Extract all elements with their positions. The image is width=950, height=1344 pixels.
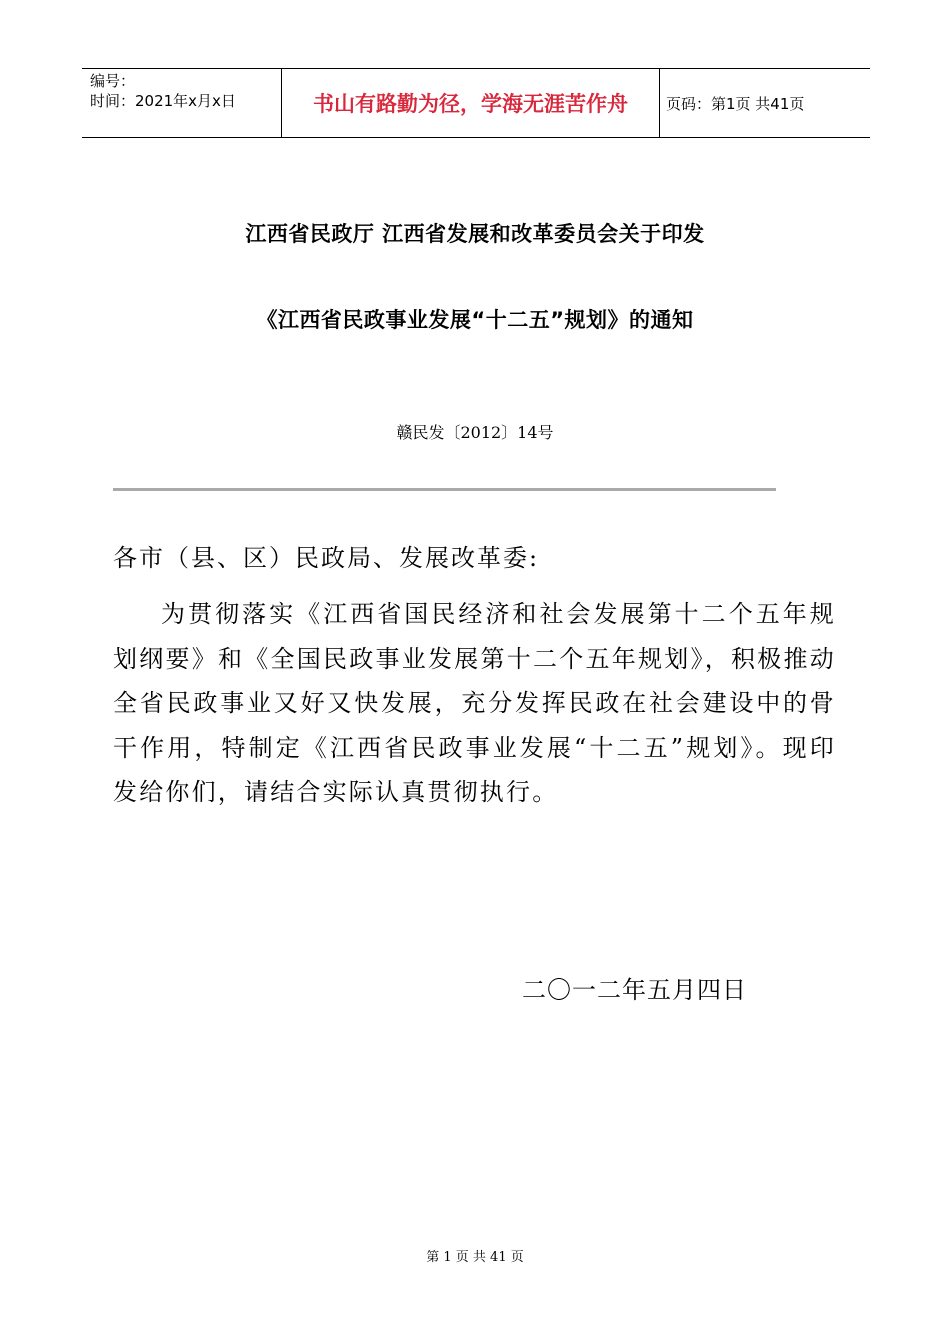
header-number-label: 编号： — [90, 72, 136, 90]
document-date: 二〇一二年五月四日 — [522, 976, 747, 1004]
document-title-line1: 江西省民政厅 江西省发展和改革委员会关于印发 — [245, 222, 705, 246]
header-motto: 书山有路勤为径，学海无涯苦作舟 — [282, 69, 660, 137]
divider-line — [113, 488, 776, 491]
document-title-line2: 《江西省民政事业发展“十二五”规划》的通知 — [256, 308, 694, 332]
footer-page-number: 第 1 页 共 41 页 — [426, 1250, 524, 1265]
header-page-info: 页码：第1页 共41页 — [666, 94, 805, 113]
document-number: 赣民发〔2012〕14号 — [396, 423, 554, 442]
addressee: 各市（县、区）民政局、发展改革委: — [113, 544, 540, 572]
header-table — [82, 68, 870, 138]
body-paragraph: 为贯彻落实《江西省国民经济和社会发展第十二个五年规划纲要》和《全国民政事业发展第十二个五年规划》，积极推动全省民政事业又好又快发展，充分发挥民政在社会建设中的骨干作用，特制定《江西省民政事业发展“十二五”规划》。现印发给你们，请结合实际认真贯彻执行。 — [113, 600, 836, 806]
header-time-label: 时间：2021年x月x日 — [90, 92, 236, 110]
header-meta-cell — [82, 69, 282, 137]
